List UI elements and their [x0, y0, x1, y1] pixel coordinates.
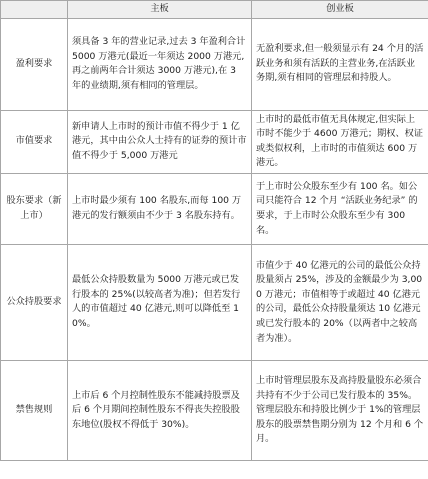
- cell-gem-lockup: 上市时管理层股东及高持股量股东必须合共持有不少于公司已发行股本的 35%。管理层股东和持股比例少于 1%的管理层股东的股票禁售期分别为 12 个月和 6 个月。: [252, 360, 428, 460]
- header-main-board: 主板: [68, 1, 252, 19]
- header-corner-cell: [1, 1, 68, 19]
- table-row: [1, 18, 428, 110]
- table-row: [1, 173, 428, 244]
- table-header-row: [1, 1, 428, 19]
- table-row: [1, 244, 428, 360]
- cell-main-market-cap: 新申请人上市时的预计市值不得少于 1 亿港元，其中由公众人士持有的证券的预计市值不得少于 5,000 万港元: [68, 110, 252, 173]
- cell-gem-market-cap: 上市时的最低市值无具体规定,但实际上市时不能少于 4600 万港元；期权、权证或类似权利，上市时的市值须达 600 万港元。: [252, 110, 428, 173]
- cell-gem-public-float: 市值少于 40 亿港元的公司的最低公众持股量须占 25%，涉及的金额最少为 3,000 万港元；市值相等于或超过 40 亿港元的公司，最低公众持股量须达 10 亿港元或已发行股本的 20%（以两者中之较高者为准）。: [252, 244, 428, 360]
- table-row: [1, 360, 428, 460]
- row-label-lockup: 禁售规则: [1, 360, 68, 460]
- row-label-market-cap: 市值要求: [1, 110, 68, 173]
- cell-main-profit: 须具备 3 年的营业记录,过去 3 年盈利合计 5000 万港元(最近一年须达 2000 万港元,再之前两年合计须达 3000 万港元),在 3 年的业绩期,须有相同的管理层。: [68, 18, 252, 110]
- row-label-profit: 盈利要求: [1, 18, 68, 110]
- header-gem-board: 创业板: [252, 1, 428, 19]
- cell-main-shareholders: 上市时最少须有 100 名股东,而每 100 万港元的发行额须由不少于 3 名股东持有。: [68, 173, 252, 244]
- cell-gem-shareholders: 于上市时公众股东至少有 100 名。如公司只能符合 12 个月 “活跃业务纪录” 的要求，于上市时公众股东至少有 300 名。: [252, 173, 428, 244]
- cell-gem-profit: 无盈利要求,但一般须显示有 24 个月的活跃业务和须有活跃的主营业务,在活跃业务期,须有相同的管理层和持股人。: [252, 18, 428, 110]
- row-label-public-float: 公众持股要求: [1, 244, 68, 360]
- table-row: [1, 110, 428, 173]
- cell-main-public-float: 最低公众持股数量为 5000 万港元或已发行股本的 25%(以较高者为准)；但若发行人的市值超过 40 亿港元,则可以降低至 10%。: [68, 244, 252, 360]
- cell-main-lockup: 上市后 6 个月控制性股东不能减持股票及后 6 个月期间控制性股东不得丧失控股股东地位(股权不得低于 30%)。: [68, 360, 252, 460]
- row-label-shareholders: 股东要求（新上市）: [1, 173, 68, 244]
